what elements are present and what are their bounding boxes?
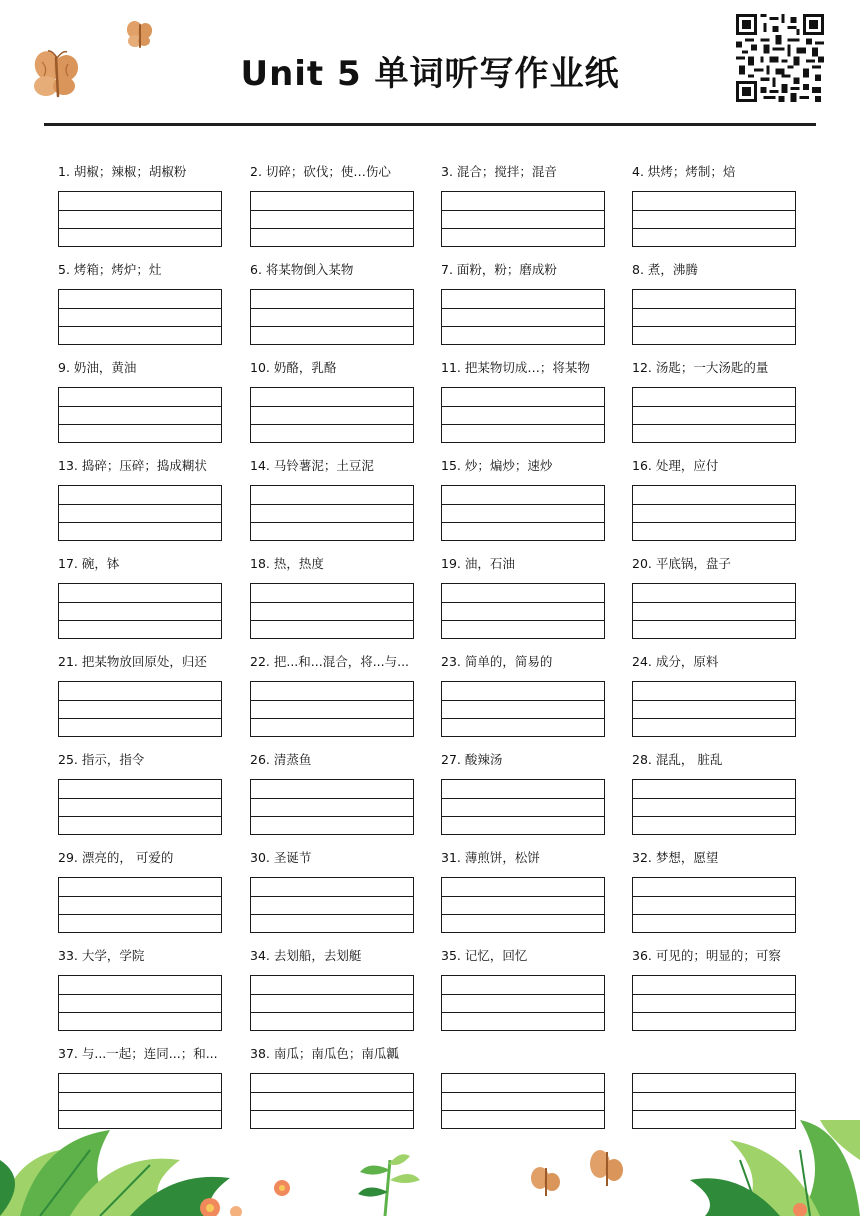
- dictation-prompt: 15. 炒；煸炒；速炒: [441, 458, 553, 473]
- dictation-prompt: 7. 面粉，粉；磨成粉: [441, 262, 557, 277]
- answer-box[interactable]: [441, 387, 605, 443]
- writing-line: [633, 700, 795, 701]
- dictation-prompt: 30. 圣诞节: [250, 850, 312, 865]
- writing-line: [59, 308, 221, 309]
- answer-box[interactable]: [250, 387, 414, 443]
- answer-box[interactable]: [58, 681, 222, 737]
- writing-line: [59, 602, 221, 603]
- dictation-item: [250, 162, 416, 260]
- dictation-item: [58, 946, 224, 1044]
- dictation-prompt: 35. 记忆，回忆: [441, 948, 528, 963]
- dictation-item: [58, 750, 224, 848]
- writing-line: [251, 1092, 413, 1093]
- dictation-item: [441, 750, 607, 848]
- answer-box[interactable]: [632, 681, 796, 737]
- writing-line: [633, 308, 795, 309]
- writing-line: [251, 522, 413, 523]
- dictation-item: [632, 946, 798, 1044]
- writing-line: [633, 798, 795, 799]
- writing-line: [442, 798, 604, 799]
- answer-box[interactable]: [58, 583, 222, 639]
- dictation-prompt: 28. 混乱， 脏乱: [632, 752, 723, 767]
- writing-line: [251, 896, 413, 897]
- writing-line: [59, 914, 221, 915]
- dictation-prompt: 16. 处理，应付: [632, 458, 719, 473]
- dictation-prompt: 26. 清蒸鱼: [250, 752, 312, 767]
- dictation-prompt: 13. 捣碎；压碎；捣成糊状: [58, 458, 207, 473]
- dictation-prompt: 4. 烘烤；烤制；焙: [632, 164, 736, 179]
- writing-line: [442, 1110, 604, 1111]
- dictation-prompt: 36. 可见的；明显的；可察: [632, 948, 781, 963]
- dictation-prompt: 19. 油，石油: [441, 556, 515, 571]
- writing-line: [633, 1110, 795, 1111]
- dictation-prompt: 33. 大学，学院: [58, 948, 145, 963]
- dictation-item: [441, 456, 607, 554]
- dictation-item: [250, 946, 416, 1044]
- dictation-prompt: 10. 奶酪，乳酪: [250, 360, 337, 375]
- qr-code-icon: [736, 14, 824, 102]
- dictation-item: [441, 848, 607, 946]
- dictation-prompt: 25. 指示，指令: [58, 752, 145, 767]
- dictation-prompt: 23. 简单的，简易的: [441, 654, 553, 669]
- dictation-prompt: 11. 把某物切成…；将某物: [441, 360, 590, 375]
- dictation-item: [250, 456, 416, 554]
- writing-line: [442, 718, 604, 719]
- dictation-prompt: 34. 去划船，去划艇: [250, 948, 362, 963]
- writing-line: [633, 718, 795, 719]
- writing-line: [442, 994, 604, 995]
- writing-line: [59, 504, 221, 505]
- dictation-item: [441, 946, 607, 1044]
- dictation-prompt: 32. 梦想，愿望: [632, 850, 719, 865]
- dictation-prompt: 6. 将某物倒入某物: [250, 262, 354, 277]
- dictation-prompt: 12. 汤匙；一大汤匙的量: [632, 360, 769, 375]
- writing-line: [59, 522, 221, 523]
- answer-box[interactable]: [441, 877, 605, 933]
- writing-line: [59, 620, 221, 621]
- dictation-item: [632, 750, 798, 848]
- writing-line: [59, 798, 221, 799]
- dictation-prompt: 18. 热，热度: [250, 556, 324, 571]
- dictation-prompt: 17. 碗，钵: [58, 556, 120, 571]
- answer-box[interactable]: [250, 779, 414, 835]
- dictation-prompt: 9. 奶油，黄油: [58, 360, 137, 375]
- dictation-prompt: 20. 平底锅，盘子: [632, 556, 731, 571]
- dictation-prompt: 3. 混合；搅拌；混音: [441, 164, 557, 179]
- writing-line: [442, 504, 604, 505]
- dictation-prompt: 29. 漂亮的， 可爱的: [58, 850, 174, 865]
- writing-line: [59, 326, 221, 327]
- writing-line: [633, 228, 795, 229]
- dictation-prompt: 37. 与...一起；连同...；和...: [58, 1046, 218, 1061]
- writing-line: [251, 228, 413, 229]
- dictation-prompt: 1. 胡椒；辣椒；胡椒粉: [58, 164, 187, 179]
- writing-line: [442, 602, 604, 603]
- dictation-item: [632, 358, 798, 456]
- writing-line: [59, 816, 221, 817]
- writing-line: [59, 896, 221, 897]
- writing-line: [59, 1012, 221, 1013]
- dictation-item: [58, 162, 224, 260]
- answer-box[interactable]: [632, 387, 796, 443]
- writing-line: [251, 1110, 413, 1111]
- writing-line: [442, 228, 604, 229]
- writing-line: [59, 406, 221, 407]
- dictation-item: [58, 456, 224, 554]
- answer-box[interactable]: [441, 975, 605, 1031]
- answer-box[interactable]: [58, 191, 222, 247]
- answer-box[interactable]: [250, 485, 414, 541]
- writing-line: [251, 210, 413, 211]
- answer-box[interactable]: [441, 289, 605, 345]
- dictation-prompt: 21. 把某物放回原处，归还: [58, 654, 207, 669]
- writing-line: [633, 1012, 795, 1013]
- writing-line: [442, 700, 604, 701]
- dictation-item: [58, 848, 224, 946]
- writing-line: [633, 522, 795, 523]
- writing-line: [251, 424, 413, 425]
- writing-line: [633, 620, 795, 621]
- dictation-item: [250, 652, 416, 750]
- answer-box[interactable]: [632, 779, 796, 835]
- writing-line: [442, 816, 604, 817]
- dictation-item: [250, 260, 416, 358]
- writing-line: [442, 406, 604, 407]
- dictation-prompt: 27. 酸辣汤: [441, 752, 503, 767]
- writing-line: [251, 326, 413, 327]
- writing-line: [251, 816, 413, 817]
- dictation-item: [250, 358, 416, 456]
- dictation-prompt: 31. 薄煎饼，松饼: [441, 850, 540, 865]
- answer-box[interactable]: [441, 779, 605, 835]
- writing-line: [442, 308, 604, 309]
- writing-line: [633, 896, 795, 897]
- dictation-item: [58, 260, 224, 358]
- answer-box[interactable]: [250, 191, 414, 247]
- answer-box[interactable]: [58, 779, 222, 835]
- answer-box[interactable]: [632, 191, 796, 247]
- answer-box[interactable]: [250, 289, 414, 345]
- writing-line: [251, 602, 413, 603]
- answer-box[interactable]: [632, 289, 796, 345]
- dictation-item: [250, 848, 416, 946]
- writing-line: [442, 210, 604, 211]
- writing-line: [59, 1092, 221, 1093]
- writing-line: [251, 504, 413, 505]
- writing-line: [442, 326, 604, 327]
- dictation-item: [441, 554, 607, 652]
- writing-line: [633, 914, 795, 915]
- writing-line: [633, 326, 795, 327]
- writing-line: [633, 602, 795, 603]
- writing-line: [251, 798, 413, 799]
- writing-line: [442, 1092, 604, 1093]
- writing-line: [59, 994, 221, 995]
- dictation-item: [441, 162, 607, 260]
- dictation-prompt: 38. 南瓜；南瓜色；南瓜瓤: [250, 1046, 399, 1061]
- writing-line: [442, 522, 604, 523]
- writing-line: [251, 308, 413, 309]
- writing-line: [442, 914, 604, 915]
- writing-line: [442, 424, 604, 425]
- writing-line: [633, 816, 795, 817]
- dictation-item: [632, 456, 798, 554]
- writing-line: [251, 914, 413, 915]
- dictation-item: [441, 358, 607, 456]
- page-title: Unit 5 单词听写作业纸: [240, 54, 620, 94]
- writing-line: [59, 228, 221, 229]
- writing-line: [633, 424, 795, 425]
- butterfly-large-icon: [30, 48, 86, 102]
- dictation-item: [441, 652, 607, 750]
- writing-line: [59, 718, 221, 719]
- writing-line: [251, 406, 413, 407]
- writing-line: [442, 620, 604, 621]
- answer-box[interactable]: [632, 485, 796, 541]
- writing-line: [442, 1012, 604, 1013]
- writing-line: [59, 700, 221, 701]
- answer-box[interactable]: [250, 583, 414, 639]
- dictation-item: [58, 358, 224, 456]
- writing-line: [251, 718, 413, 719]
- answer-box[interactable]: [441, 583, 605, 639]
- foliage-footer-illustration: [0, 1120, 860, 1216]
- writing-line: [633, 1092, 795, 1093]
- answer-box[interactable]: [441, 681, 605, 737]
- dictation-prompt: 14. 马铃薯泥；土豆泥: [250, 458, 374, 473]
- writing-line: [251, 1012, 413, 1013]
- dictation-item: [250, 750, 416, 848]
- answer-box[interactable]: [58, 289, 222, 345]
- writing-line: [251, 994, 413, 995]
- dictation-item: [58, 554, 224, 652]
- header-divider: [44, 123, 816, 126]
- writing-line: [633, 504, 795, 505]
- answer-box[interactable]: [441, 485, 605, 541]
- answer-box[interactable]: [441, 191, 605, 247]
- dictation-prompt: 2. 切碎；砍伐；使…伤心: [250, 164, 391, 179]
- answer-box[interactable]: [632, 583, 796, 639]
- dictation-item: [632, 260, 798, 358]
- dictation-item: [632, 652, 798, 750]
- writing-line: [442, 896, 604, 897]
- dictation-item: [632, 554, 798, 652]
- dictation-item: [632, 162, 798, 260]
- dictation-prompt: 5. 烤箱；烤炉；灶: [58, 262, 162, 277]
- dictation-prompt: 8. 煮，沸腾: [632, 262, 698, 277]
- writing-line: [59, 1110, 221, 1111]
- dictation-item: [58, 652, 224, 750]
- writing-line: [633, 994, 795, 995]
- butterfly-small-icon: [124, 20, 156, 50]
- dictation-item: [632, 848, 798, 946]
- answer-box[interactable]: [58, 387, 222, 443]
- answer-box[interactable]: [58, 975, 222, 1031]
- writing-line: [251, 700, 413, 701]
- dictation-prompt: 22. 把...和...混合，将...与...: [250, 654, 410, 669]
- answer-box[interactable]: [632, 877, 796, 933]
- answer-box[interactable]: [250, 681, 414, 737]
- answer-box[interactable]: [58, 485, 222, 541]
- writing-line: [59, 424, 221, 425]
- answer-box[interactable]: [632, 975, 796, 1031]
- dictation-prompt: 24. 成分，原料: [632, 654, 719, 669]
- writing-line: [251, 620, 413, 621]
- answer-box[interactable]: [250, 975, 414, 1031]
- answer-box[interactable]: [250, 877, 414, 933]
- writing-line: [633, 406, 795, 407]
- writing-line: [59, 210, 221, 211]
- answer-box[interactable]: [58, 877, 222, 933]
- dictation-item: [441, 260, 607, 358]
- writing-line: [633, 210, 795, 211]
- dictation-item: [250, 554, 416, 652]
